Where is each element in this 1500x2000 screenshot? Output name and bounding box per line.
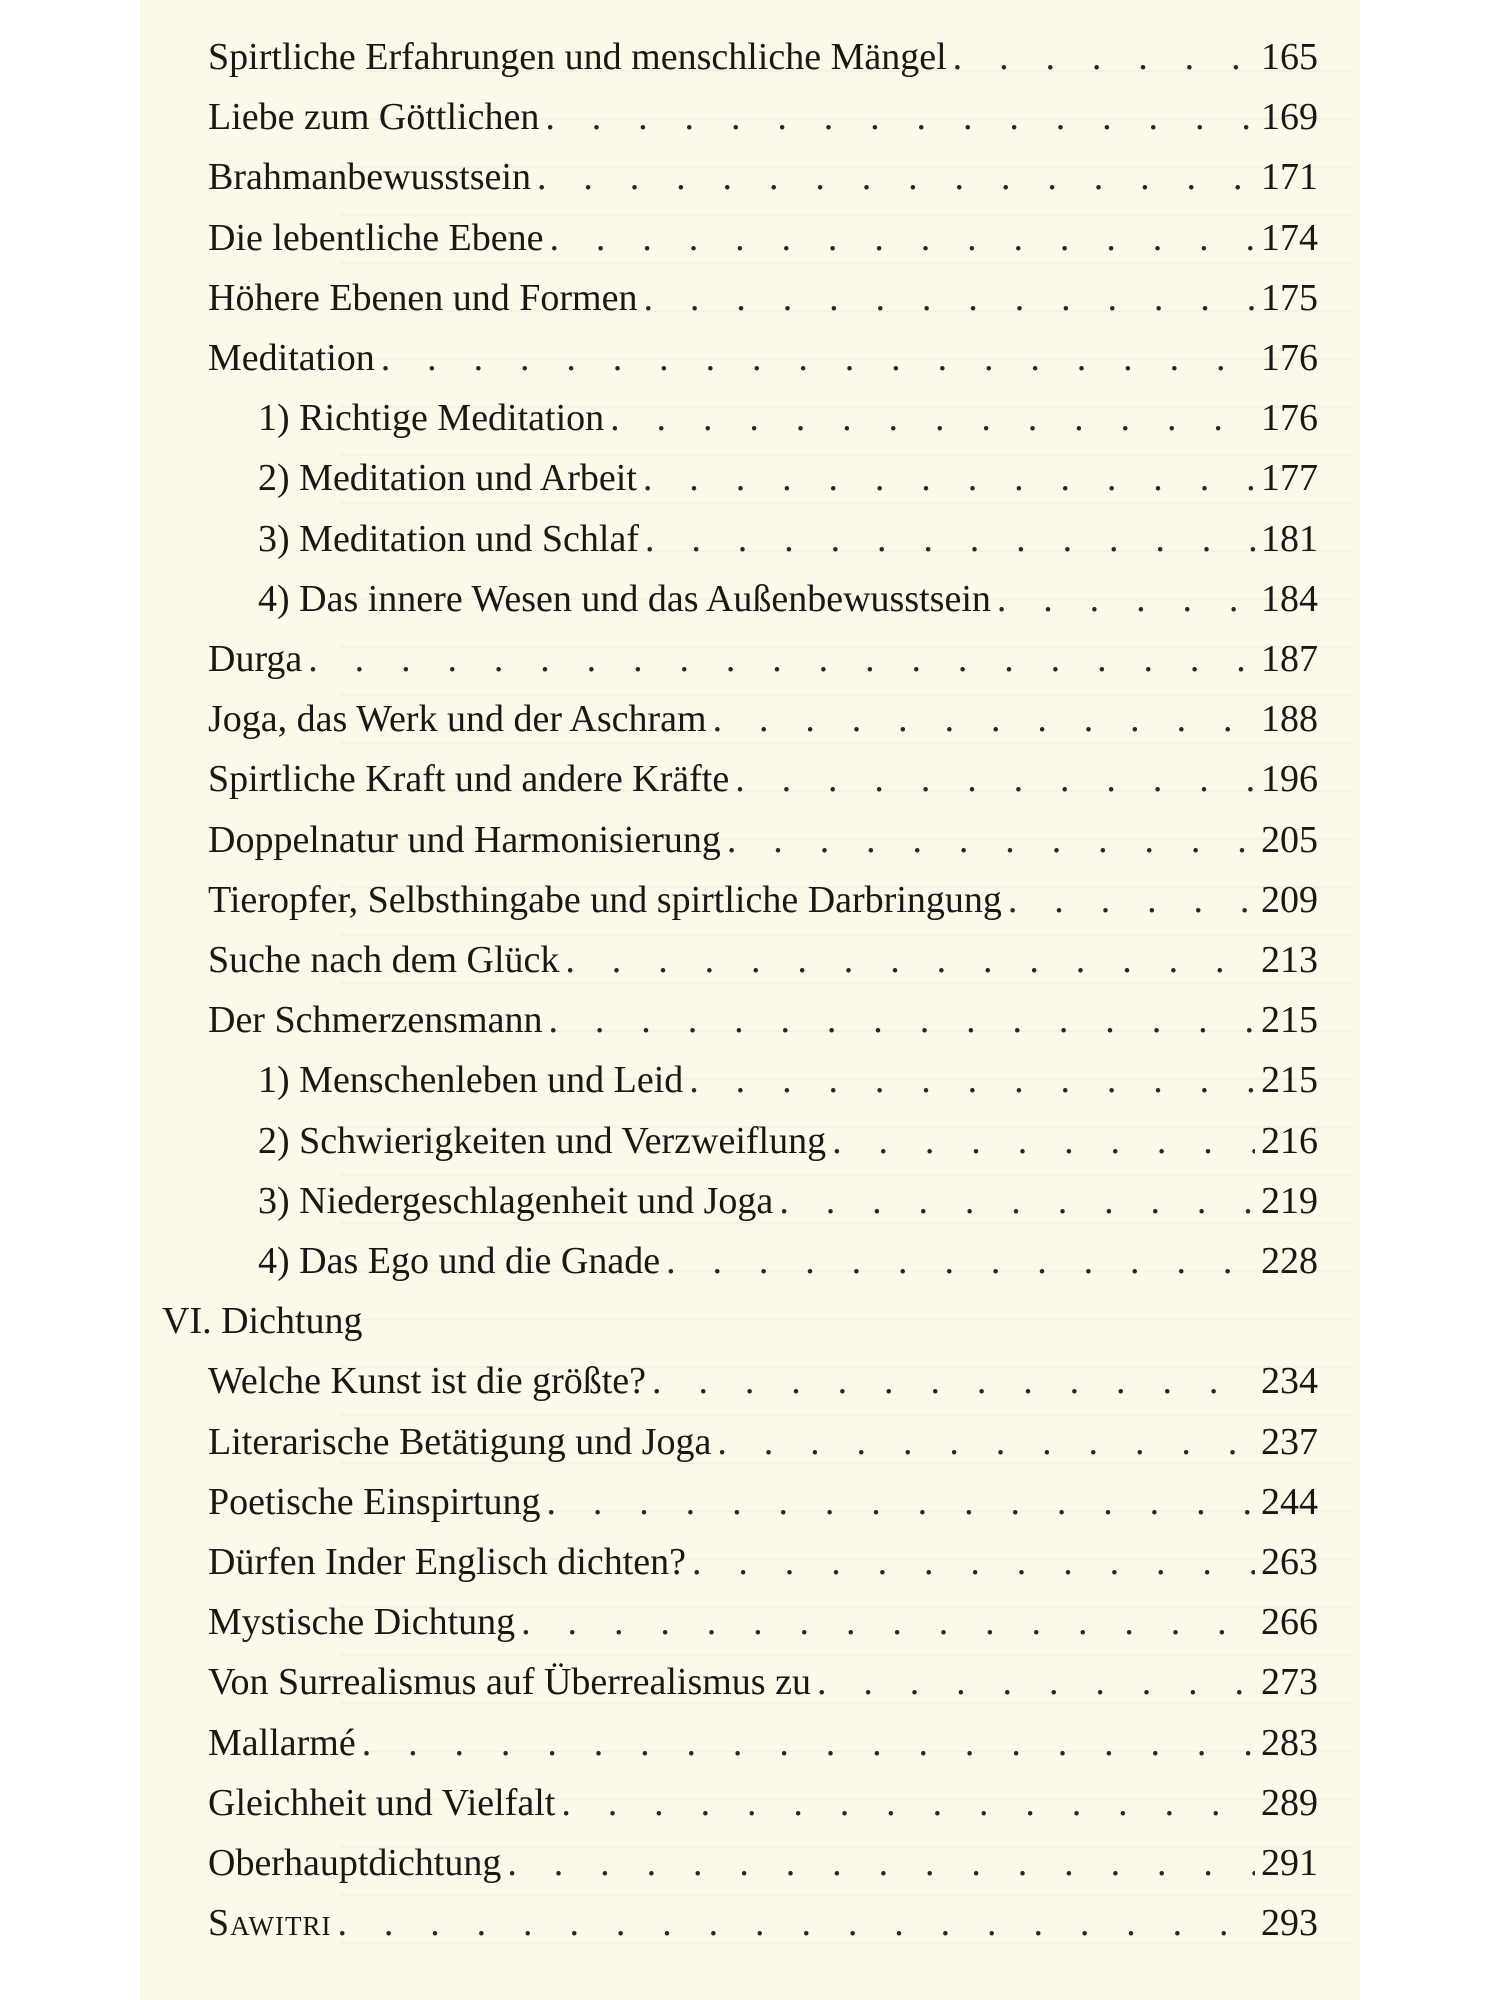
dot-leader — [953, 35, 1255, 79]
toc-entry-title: Tieropfer, Selbsthingabe und spirtliche Darbringung — [208, 878, 1002, 921]
toc-entry-title: VI. Dichtung — [162, 1300, 363, 1343]
dot-leader — [561, 1781, 1255, 1825]
toc-entry — [208, 637, 1318, 697]
toc-entry — [208, 216, 1318, 276]
toc-entry-title: 2) Schwierigkeiten und Verzweiflung — [258, 1119, 827, 1162]
toc-entry — [208, 1901, 1318, 1961]
toc-entry-title: Brahmanbewusstsein — [208, 156, 531, 199]
toc-entry — [258, 396, 1318, 456]
dot-leader — [832, 1119, 1255, 1163]
toc-entry-title: 1) Richtige Meditation — [258, 397, 605, 440]
toc-page-number: 237 — [1261, 1420, 1318, 1463]
toc-entry-title: Joga, das Werk und der Aschram — [208, 698, 707, 741]
toc-page-number: 165 — [1261, 36, 1318, 78]
toc-page-number: 228 — [1261, 1240, 1318, 1282]
dot-leader — [643, 456, 1255, 500]
toc-entry-title: Doppelnatur und Harmonisierung — [208, 818, 721, 861]
toc-entry-title: 4) Das Ego und die Gnade — [258, 1240, 661, 1282]
dot-leader — [521, 1600, 1255, 1644]
toc-page-number: 171 — [1261, 156, 1318, 199]
toc-page-number: 181 — [1261, 517, 1318, 560]
dot-leader — [545, 95, 1255, 139]
toc-page-number: 293 — [1261, 1902, 1318, 1945]
dot-leader — [381, 336, 1255, 380]
toc-entry-title: Mallarmé — [208, 1721, 356, 1764]
toc-entry — [208, 1721, 1318, 1781]
toc-page-number: 291 — [1261, 1842, 1318, 1884]
toc-page-number: 188 — [1261, 698, 1318, 741]
toc-entry — [208, 757, 1318, 817]
toc-page-number: 174 — [1261, 216, 1318, 259]
toc-page-number: 234 — [1261, 1360, 1318, 1403]
dot-leader — [666, 1239, 1255, 1283]
toc-page-number: 273 — [1261, 1661, 1318, 1704]
dot-leader — [308, 637, 1255, 681]
toc-entry-title: Der Schmerzensmann — [208, 999, 543, 1042]
toc-page-number: 263 — [1261, 1541, 1318, 1583]
toc-entry — [208, 1781, 1318, 1841]
dot-leader — [337, 1901, 1255, 1945]
dot-leader — [713, 697, 1255, 741]
toc-page-number: 205 — [1261, 818, 1318, 861]
dot-leader — [689, 1058, 1255, 1102]
toc-entry-title: Meditation — [208, 337, 375, 379]
toc-page-number: 175 — [1261, 276, 1318, 319]
toc-entry-title: Liebe zum Göttlichen — [208, 96, 540, 139]
toc-page-number: 184 — [1261, 577, 1318, 620]
toc-entry — [208, 1600, 1318, 1660]
toc-page-number: 244 — [1261, 1480, 1318, 1523]
toc-entry-title: 3) Meditation und Schlaf — [258, 517, 639, 560]
toc-entry — [208, 998, 1318, 1058]
toc-entry-title: Spirtliche Kraft und andere Kräfte — [208, 758, 730, 801]
toc-entry-title: Von Surrealismus auf Überrealismus zu — [208, 1661, 811, 1704]
dot-leader — [645, 517, 1255, 561]
toc-page-number: 219 — [1261, 1179, 1318, 1222]
toc-entry-title: Suche nach dem Glück — [208, 939, 560, 981]
toc-entry — [258, 577, 1318, 637]
toc-entry-title: Welche Kunst ist die größte? — [208, 1360, 647, 1403]
toc-page-number: 213 — [1261, 939, 1318, 981]
toc-entry-title: 4) Das innere Wesen und das Außenbewusstsein — [258, 577, 991, 620]
toc-page-number: 215 — [1261, 1059, 1318, 1102]
toc-entry — [208, 938, 1318, 998]
toc-entry-title: Mystische Dichtung — [208, 1601, 516, 1644]
toc-entry-title: Literarische Betätigung und Joga — [208, 1420, 712, 1463]
toc-page-number: 283 — [1261, 1721, 1318, 1764]
toc-entry — [208, 276, 1318, 336]
toc-entry-title: Dürfen Inder Englisch dichten? — [208, 1541, 686, 1583]
toc-page-number: 196 — [1261, 758, 1318, 801]
toc-entry-title: Höhere Ebenen und Formen — [208, 276, 638, 319]
toc-entry-title: Oberhauptdichtung — [208, 1842, 502, 1884]
toc-page-number: 177 — [1261, 457, 1318, 500]
dot-leader — [507, 1841, 1255, 1885]
toc-entry-title: Die lebentliche Ebene — [208, 216, 544, 259]
toc-entry-title: Poetische Einspirtung — [208, 1480, 541, 1523]
toc-page-number: 216 — [1261, 1119, 1318, 1162]
toc-entry-title: 2) Meditation und Arbeit — [258, 457, 637, 500]
dot-leader — [779, 1179, 1255, 1223]
toc-entry-title: 1) Menschenleben und Leid — [258, 1059, 684, 1102]
toc-entry — [258, 1119, 1318, 1179]
toc-entry-title: Sawitri — [208, 1902, 332, 1945]
toc-entry — [208, 336, 1318, 396]
dot-leader — [692, 1540, 1255, 1584]
toc-entry — [208, 1420, 1318, 1480]
dot-leader — [546, 1480, 1255, 1524]
toc-entry — [208, 35, 1318, 95]
dot-leader — [1008, 878, 1255, 922]
toc-entry — [258, 1058, 1318, 1118]
toc-entry — [258, 517, 1318, 577]
toc-entry — [208, 878, 1318, 938]
toc-page-number: 187 — [1261, 638, 1318, 680]
toc-entry — [208, 1841, 1318, 1901]
dot-leader — [565, 938, 1255, 982]
toc-entry — [258, 1179, 1318, 1239]
toc-page-number: 176 — [1261, 397, 1318, 440]
toc-section-heading — [162, 1299, 1318, 1359]
toc-entry-title: Spirtliche Erfahrungen und menschliche Mängel — [208, 36, 947, 78]
toc-entry — [208, 1660, 1318, 1720]
toc-entry — [208, 95, 1318, 155]
book-page — [140, 0, 1360, 2000]
toc-entry — [258, 456, 1318, 516]
toc-entry-title: Durga — [208, 638, 303, 680]
dot-leader — [652, 1359, 1255, 1403]
dot-leader — [362, 1721, 1255, 1765]
toc-page-number: 266 — [1261, 1601, 1318, 1644]
toc-entry — [208, 1359, 1318, 1419]
dot-leader — [817, 1660, 1255, 1704]
toc-page-number: 215 — [1261, 999, 1318, 1042]
toc-page-number: 176 — [1261, 337, 1318, 379]
toc-entry — [208, 697, 1318, 757]
toc-entry-title: 3) Niedergeschlagenheit und Joga — [258, 1179, 774, 1222]
dot-leader — [735, 757, 1255, 801]
dot-leader — [644, 276, 1256, 320]
toc-page-number: 209 — [1261, 878, 1318, 921]
dot-leader — [610, 396, 1255, 440]
dot-leader — [537, 155, 1255, 199]
toc-page-number: 169 — [1261, 96, 1318, 139]
toc-entry — [208, 1480, 1318, 1540]
dot-leader — [550, 216, 1255, 260]
dot-leader — [727, 818, 1255, 862]
toc-entry-title: Gleichheit und Vielfalt — [208, 1781, 556, 1824]
toc-entry — [208, 155, 1318, 215]
toc-entry — [208, 818, 1318, 878]
toc-entry — [208, 1540, 1318, 1600]
dot-leader — [549, 998, 1256, 1042]
dot-leader — [997, 577, 1255, 621]
toc-page-number: 289 — [1261, 1781, 1318, 1824]
toc-entry — [258, 1239, 1318, 1299]
dot-leader — [717, 1420, 1255, 1464]
